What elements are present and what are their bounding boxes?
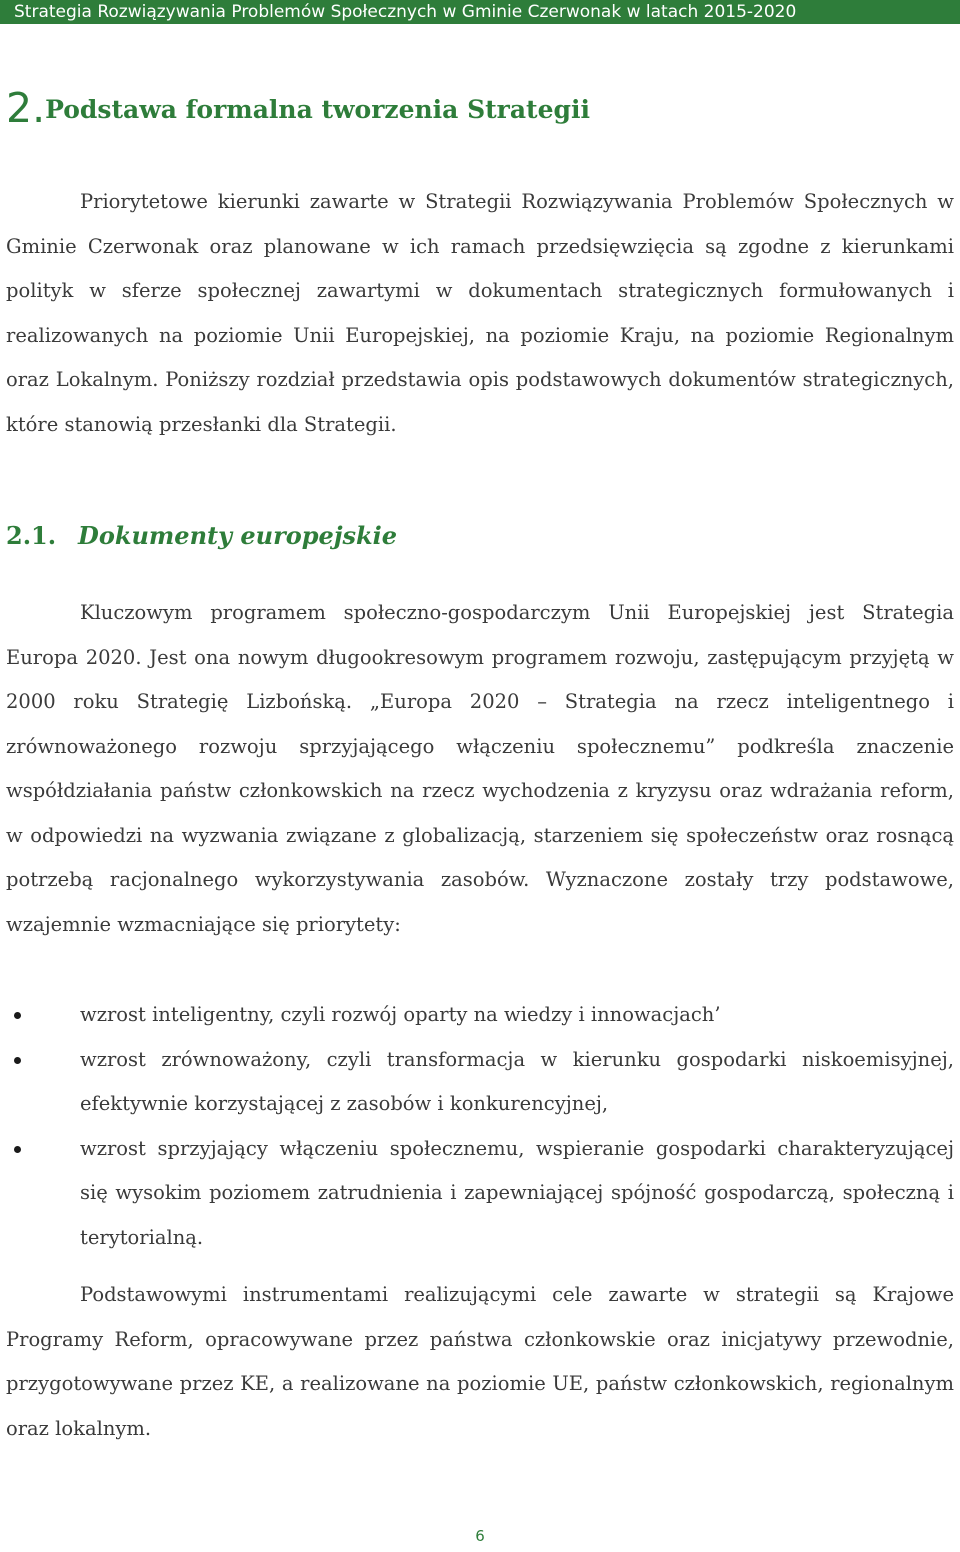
instruments-paragraph: Podstawowymi instrumentami realizującymi cele zawarte w strategii są Krajowe Programy Reform, opracowywane przez państwa członkowskie oraz inicjatywy przewodnie, przygotowywane przez KE, a realizowane na poziomie UE, państw członkowskich, regionalnym oraz lokalnym.: [6, 1283, 954, 1440]
intro-paragraph: Priorytetowe kierunki zawarte w Strategii Rozwiązywania Problemów Społecznych w Gminie Czerwonak oraz planowane w ich ramach przedsięwzięcia są zgodne z kierunkami polityk w sferze społecznej zawartymi w dokumentach strategicznych formułowanych i realizowanych na poziomie Unii Europejskiej, na poziomie Kraju, na poziomie Regionalnym oraz Lokalnym. Poniższy rozdział przedstawia opis podstawowych dokumentów strategicznych, które stanowią przesłanki dla Strategii.: [6, 190, 954, 436]
list-item-text: wzrost inteligentny, czyli rozwój oparty na wiedzy i innowacjach’: [80, 1003, 721, 1026]
chapter-heading: [6, 84, 590, 132]
section-number: 2.1.: [6, 521, 57, 550]
list-item: [0, 993, 954, 1038]
list-item: [0, 1038, 954, 1127]
chapter-title: Podstawa formalna tworzenia Strategii: [45, 95, 590, 124]
bullet-icon: [14, 1057, 21, 1064]
section-heading: [6, 521, 397, 550]
list-item: [0, 1127, 954, 1261]
section-title: Dokumenty europejskie: [78, 521, 398, 550]
bullet-icon: [14, 1146, 21, 1153]
chapter-number: 2.: [6, 84, 46, 132]
running-header-title: Strategia Rozwiązywania Problemów Społecznych w Gminie Czerwonak w latach 2015-2020: [14, 2, 797, 22]
priorities-list: [0, 993, 960, 1260]
page-number: 6: [475, 1527, 485, 1545]
europe-paragraph: Kluczowym programem społeczno-gospodarczym Unii Europejskiej jest Strategia Europa 2020. Jest ona nowym długookresowym programem rozwoju, zastępującym przyjętą w 2000 roku Strategię Lizbońską. „Europa 2020 – Strategia na rzecz inteligentnego i zrównoważonego rozwoju sprzyjającego włączeniu społecznemu” podkreśla znaczenie współdziałania państw członkowskich na rzecz wychodzenia z kryzysu oraz wdrażania reform, w odpowiedzi na wyzwania związane z globalizacją, starzeniem się społeczeństw oraz rosnącą potrzebą racjonalnego wykorzystywania zasobów. Wyznaczone zostały trzy podstawowe, wzajemnie wzmacniające się priorytety:: [6, 601, 954, 936]
running-header: [0, 0, 960, 24]
list-item-text: wzrost sprzyjający włączeniu społecznemu, wspieranie gospodarki charakteryzującej się wysokim poziomem zatrudnienia i zapewniającej spójność gospodarczą, społeczną i terytorialną.: [80, 1136, 954, 1249]
list-item-text: wzrost zrównoważony, czyli transformacja w kierunku gospodarki niskoemisyjnej, efektywnie korzystającej z zasobów i konkurencyjnej,: [80, 1047, 954, 1115]
bullet-icon: [14, 1012, 21, 1019]
